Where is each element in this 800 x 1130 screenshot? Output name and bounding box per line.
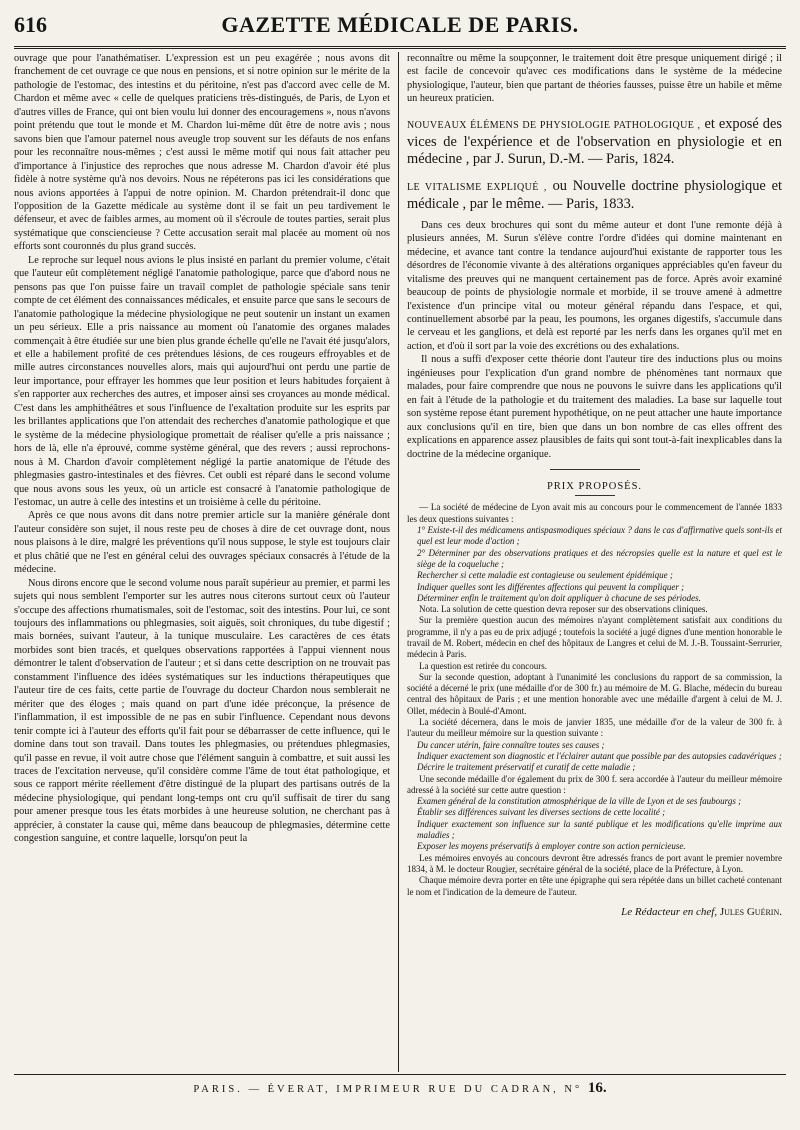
signature (407, 906, 782, 919)
review-paragraph: Dans ces deux brochures qui sont du même auteur et dont l'une remonte déjà à plusieurs années, M. Surun s'élève contre l'ordre d'idées qui domine maintenant en médecine, et avance tant contre la tendance aujourd'hui existante de rapporter tous les désordres de l'économie vivante à des altérations organiques appréciables qu'en faveur du vitalisme des preuves qui ne manquent certainement pas de force. Après avoir examiné beaucoup de points de physiologie normale et morbide, il se trouve amené à admettre l'existence d'un principe vital ou moteur général répandu dans l'espace, et qui, continuellement absorbé par la peau, les poumons, les organes digestifs, s'accumule dans le cerveau et les ganglions, et delà est reporté par les nerfs dans les organes qu'il met en action, et d'où il sort par la voie des excrétions ou des exhalations. (407, 219, 782, 352)
left-paragraph: Le reproche sur lequel nous avions le plus insisté en parlant du premier volume, c'était que l'auteur eût complètement négligé l'anatomie pathologique, parce que d'abord nous ne pensons pas que l'on puisse faire un travail complet de pathologie spéciale sans tenir compte de cet élément des connaissances médicales, et ensuite parce que sans le secours de l'anatomie pathologique la médecine physiologique ne peut soutenir un instant un examen un peu sérieux. Elle a pris naissance au moment où l'anatomie des organes malades commençait à être étudiée sur une bien plus grande échelle qu'elle ne l'avait été jusqu'alors, et elle a habilement profité de ces prétendues lésions, de ces rougeurs effroyables et de mille autres circonstances nouvelles alors, mais qui aujourd'hui ont perdu une partie de leur importance, pour effrayer les hommes que leur position et leurs habitudes forçaient à s'en rapporter aux recherches des autres, et imposer ainsi ses croyances au monde médical. C'est dans les amphithéâtres et sous l'influence de l'exaltation produite sur les esprits par les brillantes applications que l'on attendait des recherches d'anatomie pathologique et que le système de la médecine physiologique promettait de réaliser qu'elle a pris naissance ; hors de là, elle n'a éprouvé, comme système général, que des revers ; aussi reprochons-nous à M. Chardon d'avoir complètement négligé la partie anatomique de l'étude des phlegmasies gastro-intestinales et des fièvres. Cet oubli est réparé dans le second volume que nous avons sous les yeux, où un article est consacré à l'anatomie pathologique de l'estomac, un autre à celle des intestins et un troisième à celle du péritoine. (14, 254, 390, 508)
left-column (14, 52, 390, 846)
book-title-1-caps: NOUVEAUX ÉLÉMENS DE PHYSIOLOGIE PATHOLOGIQUE , (407, 119, 701, 131)
prix-question: Déterminer enfin le traitement qu'on doit appliquer à chacune de ses périodes. (417, 592, 701, 603)
column-divider (398, 52, 399, 1072)
review-text (407, 219, 782, 461)
prix-question: Indiquer exactement son diagnostic et l'éclairer autant que possible par des autopsies cadavériques ; (417, 750, 782, 761)
page-footer (14, 1080, 786, 1097)
header-rule (14, 46, 786, 49)
book-title-2 (407, 178, 782, 213)
publication-title: GAZETTE MÉDICALE DE PARIS. (221, 12, 579, 37)
prix-question: Examen général de la constitution atmosphérique de la ville de Lyon et de ses faubourgs ; (417, 796, 742, 807)
book-title-2-rest: ou Nouvelle doctrine physiologique et médicale , par le même. — Paris, 1833. (407, 177, 782, 212)
prix-paragraph: — La société de médecine de Lyon avait mis au concours pour le commencement de l'année 1833 les deux questions suivantes : (407, 502, 782, 524)
prix-paragraph: Les mémoires envoyés au concours devront être adressés francs de port avant le premier novembre 1834, à M. le docteur Rougier, secrétaire général de la société, place de la Préfecture, à Lyon. (407, 852, 782, 874)
signature-name: Jules Guérin. (719, 905, 782, 918)
prix-question: Décrire le traitement préservatif et curatif de cette maladie ; (417, 762, 636, 773)
prix-question: 1° Existe-t-il des médicamens antispasmodiques spéciaux ? dans le cas d'affirmative quels sont-ils et quel est leur mode d'action ; (417, 525, 782, 547)
page-number: 616 (14, 12, 47, 37)
prix-paragraph: Nota. La solution de cette question devra reposer sur des observations cliniques. (419, 604, 708, 615)
prix-paragraph: Chaque mémoire devra porter en tête une épigraphe qui sera répétée dans un billet cacheté contenant le nom et l'indication de la demeure de l'auteur. (407, 875, 782, 897)
right-intro-paragraph: reconnaître ou même la soupçonner, le traitement doit être presque uniquement dirigé ; il est facile de concevoir qu'avec ces modifications dans le système de la médecine physiologique, l'auteur, bien que partant de théories fausses, puisse être un habile et même un heureux praticien. (407, 53, 782, 105)
prix-paragraph: La société décernera, dans le mois de janvier 1835, une médaille d'or de la valeur de 300 fr. à l'auteur du meilleur mémoire sur la question suivante : (407, 717, 782, 739)
prix-heading: PRIX PROPOSÉS. (546, 480, 643, 492)
prix-question: Indiquer quelles sont les différentes affections qui peuvent la compliquer ; (417, 581, 685, 592)
prix-paragraph: La question est retirée du concours. (419, 660, 547, 671)
prix-heading-rule (575, 495, 615, 496)
right-column (407, 52, 782, 919)
signature-label: Le Rédacteur en chef, (621, 905, 718, 918)
footer-rule (14, 1074, 786, 1075)
prix-question: Rechercher si cette maladie est contagieuse ou seulement épidémique ; (417, 570, 673, 581)
prix-paragraph: Sur la seconde question, adoptant à l'unanimité les conclusions du rapport de sa commission, la société a décerné le prix (une médaille d'or de 300 fr.) au mémoire de M. G. Blache, médecin du bureau central des hôpitaux de Paris ; et une mention honorable avec une médaille d'argent à celui de M. J. Ollet, médecin à Boulé-d'Amont. (407, 671, 782, 716)
prix-question: Établir ses différences suivant les diverses sections de cette localité ; (417, 807, 666, 818)
prix-paragraph: Une seconde médaille d'or également du prix de 300 f. sera accordée à l'auteur du meilleur mémoire adressé à la société sur cette autre question : (407, 773, 782, 795)
left-paragraph: ouvrage que pour l'anathématiser. L'expression est un peu exagérée ; nous avons dit franchement de cet ouvrage ce que nous en pensions, et si notre opinion sur le mérite de la pathologie de l'estomac, des intestins et du péritoine, n'est pas d'accord avec celle de M. Chardon et même avec « celle de quelques praticiens très-distingués, de Paris, de Lyon et d'autres villes de France, qui ont bien voulu lui donner des encouragemens », nous n'avons point prétendu que tout le monde et M. Chardon lui-même dût être de notre avis ; nous savons bien que l'amour paternel nous aveugle trop souvent sur les défauts de nos enfans pour les reconnaître nous-mêmes ; c'est aussi le même motif qui nous fait attacher peu d'importance à l'injustice des reproches que nous adresse M. Chardon d'avoir été plus fidèle à notre système qu'à nos devoirs. Nous ne répéterons pas ici les considérations que nous avions apportées à l'appui de notre opinion. M. Chardon prétendrait-il donc que l'opposition de la Gazette médicale au système dont il se fait un peu tardivement le défenseur, et avec de faibles armes, au moment où il s'écroule de toutes parties, serait plus systématique que consciencieuse ? Cette accusation serait mal placée au moment où nos efforts sont couronnés du plus grand succès. (14, 53, 390, 253)
prix-question: Du cancer utérin, faire connaître toutes ses causes ; (417, 739, 605, 750)
left-paragraph: Nous dirons encore que le second volume nous paraît supérieur au premier, et parmi les sujets qui nous semblent l'emporter sur les autres nous citerons surtout ceux où l'auteur s'occupe des affections rhumatismales, soit de l'estomac, soit des intestins. Pour lui, ce sont toujours des inflammations ou phlegmasies, soit aiguës, soit chroniques, du tube digestif ; mais bornées, suivant l'auteur, à la tunique musculaire. Les caractères de ces états morbides sont bien tracés, et quelques observations rapportées à l'appui viennent nous démontrer le talent d'observation de l'auteur ; et si dans cette description on ne trouvait pas constamment l'influence des idées systématiques sur les inductions thérapeutiques que l'auteur tire de ces faits, cette partie de l'ouvrage du docteur Chardon nous semblerait ne mériter que des éloges ; mais quand on part d'une idée préconçue, la présence de l'inflammation, il est impossible de ne pas en subir l'influence. Cependant nous devons tenir compte ici à l'auteur des efforts qu'il fait pour se débarrasser de cette influence, qui le domine dans tout son travail. Dans toutes les phlegmasies, ou prétendues phlegmasies, qu'il passe en revue, il voit autre chose que l'élément sanguin à combattre, et suit aussi les traces de l'excitation nerveuse, qu'il considère comme l'âme de tout état pathologique, et sous ce rapport mérite réellement d'être distingué de la plupart des partisans outrés de la médecine physiologique, qui pendant long-temps ont cru qu'il suffisait de tirer du sang pour amener presque tous les états morbides à une heureuse solution, ne cherchant pas à apprécier, à constater la cause qui, même dans beaucoup de phlegmasies, détermine cette congestion sanguine, et contre laquelle, lorsqu'on peut la (14, 577, 390, 845)
printer-line: PARIS. — ÉVERAT, IMPRIMEUR RUE DU CADRAN, N° (193, 1084, 583, 1095)
prix-paragraph: Sur la première question aucun des mémoires n'ayant complètement satisfait aux conditions du programme, il n'y a pas eu de prix adjugé ; toutefois la société a jugé dignes d'une mention honorable le travail de M. Robert, médecin en chef des hôpitaux de Langres et celui de M. J.-B. Toussaint-Serrurier, médecin à Paris. (407, 615, 782, 660)
left-paragraph: Après ce que nous avons dit dans notre premier article sur la manière générale dont l'auteur considère son sujet, il nous reste peu de choses à dire de cet ouvrage dont, nous nous plaisons à le dire, malgré les préventions qu'il nous suppose, le style est toujours clair et plus châtié que ne l'est en général celui des ouvrages spéciaux consacrés à l'étude de la médecine. (14, 510, 390, 576)
book-title-1-rest: et exposé des vices de l'expérience et de l'observation en physiologie et en médecine , par J. Surun, D.-M. — Paris, 1824. (407, 115, 782, 167)
prix-question: 2° Déterminer par des observations pratiques et des nécropsies quelle est la nature et quel est le siège de la coqueluche ; (417, 547, 782, 569)
book-title-2-caps: LE VITALISME EXPLIQUÉ , (407, 181, 547, 193)
book-title-1 (407, 116, 782, 168)
page-header (14, 10, 786, 42)
prix-list (407, 502, 782, 897)
issue-number: 16. (587, 1080, 607, 1096)
prix-question: Indiquer exactement son influence sur la santé publique et les modifications qu'elle imprime aux maladies ; (417, 818, 782, 841)
prix-question: Exposer les moyens préservatifs à employer contre son action pernicieuse. (417, 841, 686, 852)
section-divider (550, 469, 640, 470)
review-paragraph: Il nous a suffi d'exposer cette théorie dont l'auteur tire des inductions plus ou moins ingénieuses pour l'explication d'un grand nombre de phénomènes tant normaux que malades, pour faire comprendre que nous ne pouvons le suivre dans les applications qu'il en fait à l'étude de la pathologie et du traitement des maladies. La base sur laquelle tout son système repose étant purement hypothétique, on ne peut attacher une haute importance aux conclusions qu'il en tire, bien que dans un bon nombre de cas elles offrent des explications en apparence assez plausibles de faits qui sont tout-à-fait inexplicables dans la doctrine de la médecine organique. (407, 354, 782, 460)
